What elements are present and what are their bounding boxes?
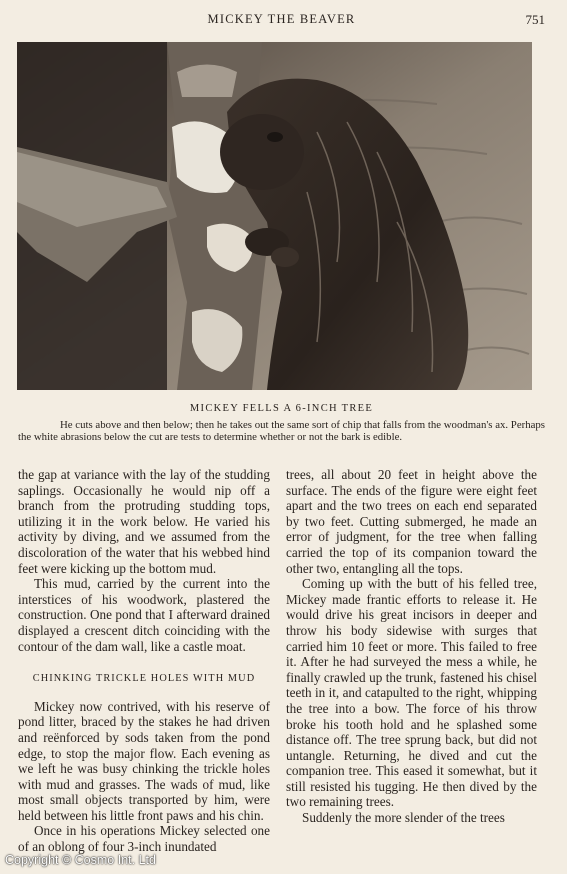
right-column bbox=[286, 467, 537, 826]
running-title: MICKEY THE BEAVER bbox=[207, 12, 356, 26]
paragraph: Once in his operations Mickey selected one of an oblong of four 3-inch inundated bbox=[18, 823, 270, 855]
beaver-photo bbox=[17, 42, 532, 390]
paragraph: the gap at variance with the lay of the studding saplings. Occasionally he would nip off a branch from the protruding studding tops, utilizing it in the work below. He varied his activity by diving, and we assumed from the discoloration of the water that his webbed hind feet were kicking up the bottom mud. bbox=[18, 467, 270, 576]
figure-title: MICKEY FELLS A 6-INCH TREE bbox=[189, 403, 374, 414]
page-number: 751 bbox=[525, 12, 545, 27]
left-column bbox=[18, 467, 270, 855]
beaver-photo-illustration bbox=[17, 42, 532, 390]
paragraph: Coming up with the butt of his felled tree, Mickey made frantic efforts to release it. He would drive his great incisors in deeper and throw his body sidewise with surges that carried him 10 feet or more. This failed to free it. After he had surveyed the mess a while, he finally crawled up the trunk, fastened his chisel teeth in it, and catapulted to the right, whipping the tree into a bow. The force of his throw broke his tooth hold and he splashed some distance off. The tree sprung back, but did not untangle. Returning, he dived and cut the companion tree. This eased it somewhat, but it still resisted his tugging. He then dived by the two remaining trees. bbox=[286, 576, 537, 810]
page-header bbox=[18, 10, 545, 30]
copyright-watermark: Copyright © Cosmo Int. Ltd bbox=[5, 853, 156, 867]
paragraph: trees, all about 20 feet in height above the surface. The ends of the figure were eight feet apart and the two trees on each end separated by two feet. Cutting submerged, he made an error of judgment, for the tree when falling carried the top of its companion toward the other two, entangling all the tops. bbox=[286, 467, 537, 576]
paragraph: Mickey now contrived, with his reserve of pond litter, braced by the stakes he had driven and reënforced by sods taken from the pond edge, to stop the major flow. Each evening as we left he was busy chinking the trickle holes with mud and grasses. The wads of mud, like most small objects transported by him, were held between his little front paws and his chin. bbox=[18, 698, 270, 823]
paragraph: This mud, carried by the current into the interstices of his woodwork, plastered the construction. One pond that I afterward drained displayed a crescent ditch coinciding with the contour of the dam wall, like a castle moat. bbox=[18, 576, 270, 654]
section-heading: CHINKING TRICKLE HOLES WITH MUD bbox=[32, 673, 256, 685]
paragraph: Suddenly the more slender of the trees bbox=[302, 810, 505, 826]
figure-caption: He cuts above and then below; then he takes out the same sort of chip that falls from the woodman's ax. Perhaps the white abrasions below the cut are tests to determine whether or not the bark is edible. bbox=[18, 419, 545, 444]
